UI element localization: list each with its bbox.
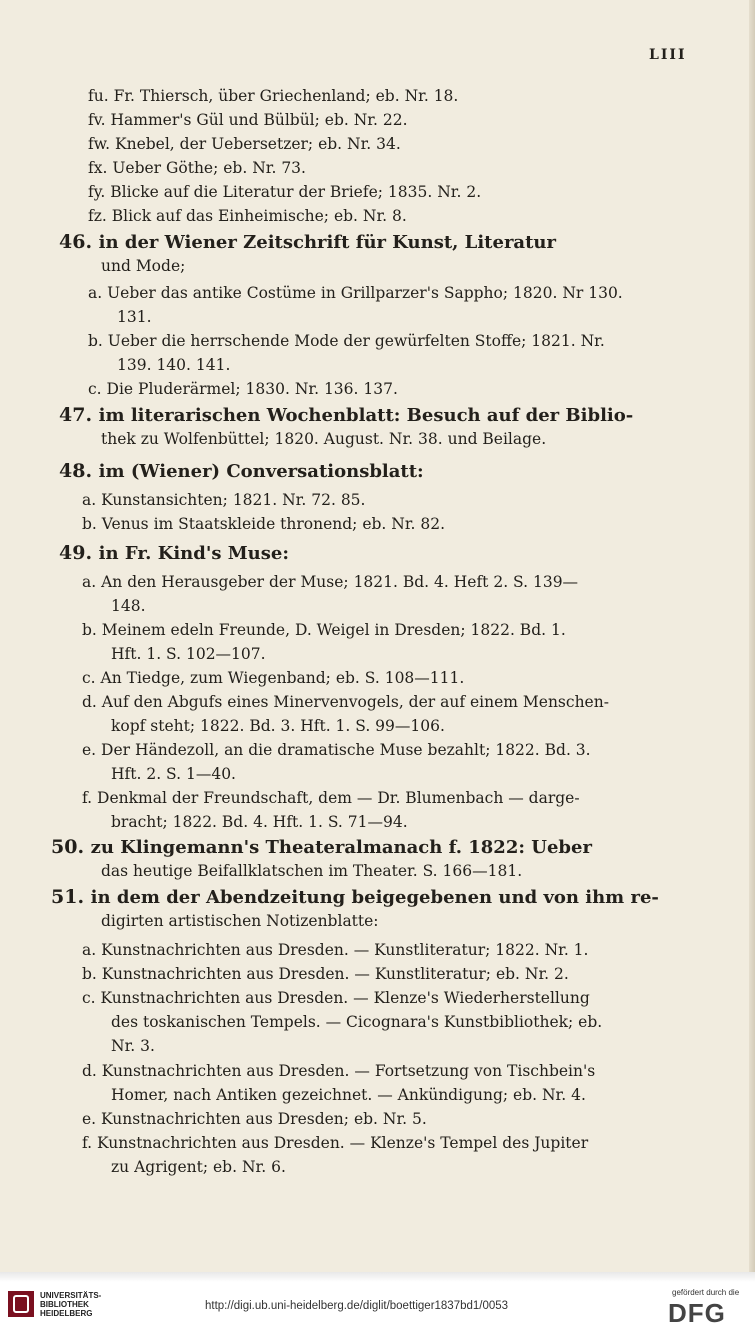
funding-label: gefördert durch die <box>672 1288 740 1297</box>
entry-number: 47. <box>59 404 99 426</box>
text-line <box>88 110 408 130</box>
line-text: d. Auf den Abgufs eines Minervenvogels, der auf einem Menschen- <box>82 693 609 711</box>
line-text: f. Kunstnachrichten aus Dresden. — Klenze's Tempel des Jupiter <box>82 1134 589 1152</box>
text-line <box>59 232 556 253</box>
text-line <box>82 620 566 640</box>
text-line <box>88 206 407 226</box>
text-line <box>111 1157 286 1177</box>
text-line <box>88 182 481 202</box>
text-line <box>82 572 578 592</box>
viewer-footer <box>0 1272 755 1329</box>
text-line <box>82 514 445 534</box>
line-text: Nr. 3. <box>111 1037 155 1055</box>
text-line <box>111 1012 602 1032</box>
line-text: zu Klingemann's Theateralmanach f. 1822: Ueber <box>90 837 592 858</box>
text-line <box>111 812 408 832</box>
line-text: 148. <box>111 597 146 615</box>
line-text: in dem der Abendzeitung beigegebenen und von ihm re- <box>90 887 659 908</box>
entry-number: 48. <box>59 460 99 482</box>
text-line <box>82 1061 595 1081</box>
entry-number: 49. <box>59 542 99 564</box>
line-text: Homer, nach Antiken gezeichnet. — Ankündigung; eb. Nr. 4. <box>111 1086 586 1104</box>
line-text: Hft. 2. S. 1—40. <box>111 765 236 783</box>
line-text: b. Meinem edeln Freunde, D. Weigel in Dresden; 1822. Bd. 1. <box>82 621 566 639</box>
text-line <box>111 644 266 664</box>
line-text: das heutige Beifallklatschen im Theater. S. 166—181. <box>101 862 523 880</box>
text-line <box>59 543 289 564</box>
library-name[interactable] <box>40 1291 101 1318</box>
text-line <box>82 940 588 960</box>
line-text: a. An den Herausgeber der Muse; 1821. Bd. 4. Heft 2. S. 139— <box>82 573 579 591</box>
text-line <box>111 596 146 616</box>
line-text: im (Wiener) Conversationsblatt: <box>98 461 424 482</box>
line-text: c. Die Pluderärmel; 1830. Nr. 136. 137. <box>88 380 398 398</box>
text-line <box>82 692 609 712</box>
line-text: und Mode; <box>101 257 186 275</box>
line-text: kopf steht; 1822. Bd. 3. Hft. 1. S. 99—106. <box>111 717 445 735</box>
text-line <box>82 788 580 808</box>
line-text: a. Kunstnachrichten aus Dresden. — Kunstliteratur; 1822. Nr. 1. <box>82 941 589 959</box>
text-line <box>111 716 445 736</box>
line-text: zu Agrigent; eb. Nr. 6. <box>111 1158 286 1176</box>
page-edge <box>749 0 755 1272</box>
text-line <box>88 283 623 303</box>
text-line <box>111 1036 155 1056</box>
text-line <box>117 307 152 327</box>
text-line <box>59 405 633 426</box>
entry-number: 46. <box>59 231 99 253</box>
text-line <box>51 837 592 858</box>
line-text: a. Ueber das antike Costüme in Grillparzer's Sappho; 1820. Nr 130. <box>88 284 623 302</box>
text-line <box>88 379 398 399</box>
text-line <box>82 988 590 1008</box>
text-line <box>101 256 185 276</box>
text-line <box>111 1085 586 1105</box>
line-text: Hft. 1. S. 102—107. <box>111 645 266 663</box>
entry-number: 50. <box>51 836 91 858</box>
text-line <box>101 429 546 449</box>
line-text: des toskanischen Tempels. — Cicognara's Kunstbibliothek; eb. <box>111 1013 603 1031</box>
line-text: d. Kunstnachrichten aus Dresden. — Fortsetzung von Tischbein's <box>82 1062 596 1080</box>
text-line <box>88 331 605 351</box>
text-line <box>82 668 464 688</box>
line-text: c. Kunstnachrichten aus Dresden. — Klenze's Wiederherstellung <box>82 989 590 1007</box>
library-name-line: HEIDELBERG <box>40 1309 93 1318</box>
text-line <box>101 911 379 931</box>
text-line <box>59 461 424 482</box>
text-line <box>117 355 230 375</box>
line-text: bracht; 1822. Bd. 4. Hft. 1. S. 71—94. <box>111 813 408 831</box>
line-text: 139. 140. 141. <box>117 356 231 374</box>
footer-shadow <box>0 1272 755 1282</box>
text-line <box>82 490 365 510</box>
line-text: im literarischen Wochenblatt: Besuch auf der Biblio- <box>98 405 634 426</box>
text-line <box>88 86 458 106</box>
library-logo-icon[interactable] <box>8 1291 34 1317</box>
line-text: in der Wiener Zeitschrift für Kunst, Literatur <box>98 232 556 253</box>
line-text: 131. <box>117 308 152 326</box>
line-text: fv. Hammer's Gül und Bülbül; eb. Nr. 22. <box>88 111 408 129</box>
line-text: e. Kunstnachrichten aus Dresden; eb. Nr. 5. <box>82 1110 427 1128</box>
text-line <box>101 861 522 881</box>
line-text: b. Kunstnachrichten aus Dresden. — Kunstliteratur; eb. Nr. 2. <box>82 965 569 983</box>
line-text: fw. Knebel, der Uebersetzer; eb. Nr. 34. <box>88 135 401 153</box>
text-line <box>51 887 659 908</box>
library-name-line: BIBLIOTHEK <box>40 1300 89 1309</box>
text-line <box>82 1133 588 1153</box>
dfg-logo[interactable]: DFG <box>668 1298 726 1328</box>
page-number: LIII <box>649 47 687 63</box>
text-line <box>82 740 591 760</box>
line-text: fz. Blick auf das Einheimische; eb. Nr. 8. <box>88 207 407 225</box>
line-text: fx. Ueber Göthe; eb. Nr. 73. <box>88 159 306 177</box>
line-text: e. Der Händezoll, an die dramatische Muse bezahlt; 1822. Bd. 3. <box>82 741 591 759</box>
line-text: b. Venus im Staatskleide thronend; eb. Nr. 82. <box>82 515 446 533</box>
text-line <box>111 764 236 784</box>
library-name-line: UNIVERSITÄTS- <box>40 1291 102 1300</box>
line-text: f. Denkmal der Freundschaft, dem — Dr. Blumenbach — darge- <box>82 789 580 807</box>
permalink-url[interactable]: http://digi.ub.uni-heidelberg.de/diglit/boettiger1837bd1/0053 <box>205 1300 509 1312</box>
line-text: digirten artistischen Notizenblatte: <box>101 912 379 930</box>
line-text: b. Ueber die herrschende Mode der gewürfelten Stoffe; 1821. Nr. <box>88 332 605 350</box>
line-text: fu. Fr. Thiersch, über Griechenland; eb. Nr. 18. <box>88 87 459 105</box>
text-line <box>88 134 401 154</box>
entry-number: 51. <box>51 886 91 908</box>
text-line <box>88 158 306 178</box>
line-text: fy. Blicke auf die Literatur der Briefe; 1835. Nr. 2. <box>88 183 482 201</box>
line-text: c. An Tiedge, zum Wiegenband; eb. S. 108—111. <box>82 669 465 687</box>
text-line <box>82 1109 427 1129</box>
text-line <box>82 964 569 984</box>
line-text: a. Kunstansichten; 1821. Nr. 72. 85. <box>82 491 366 509</box>
line-text: in Fr. Kind's Muse: <box>98 543 289 564</box>
line-text: thek zu Wolfenbüttel; 1820. August. Nr. 38. und Beilage. <box>101 430 547 448</box>
